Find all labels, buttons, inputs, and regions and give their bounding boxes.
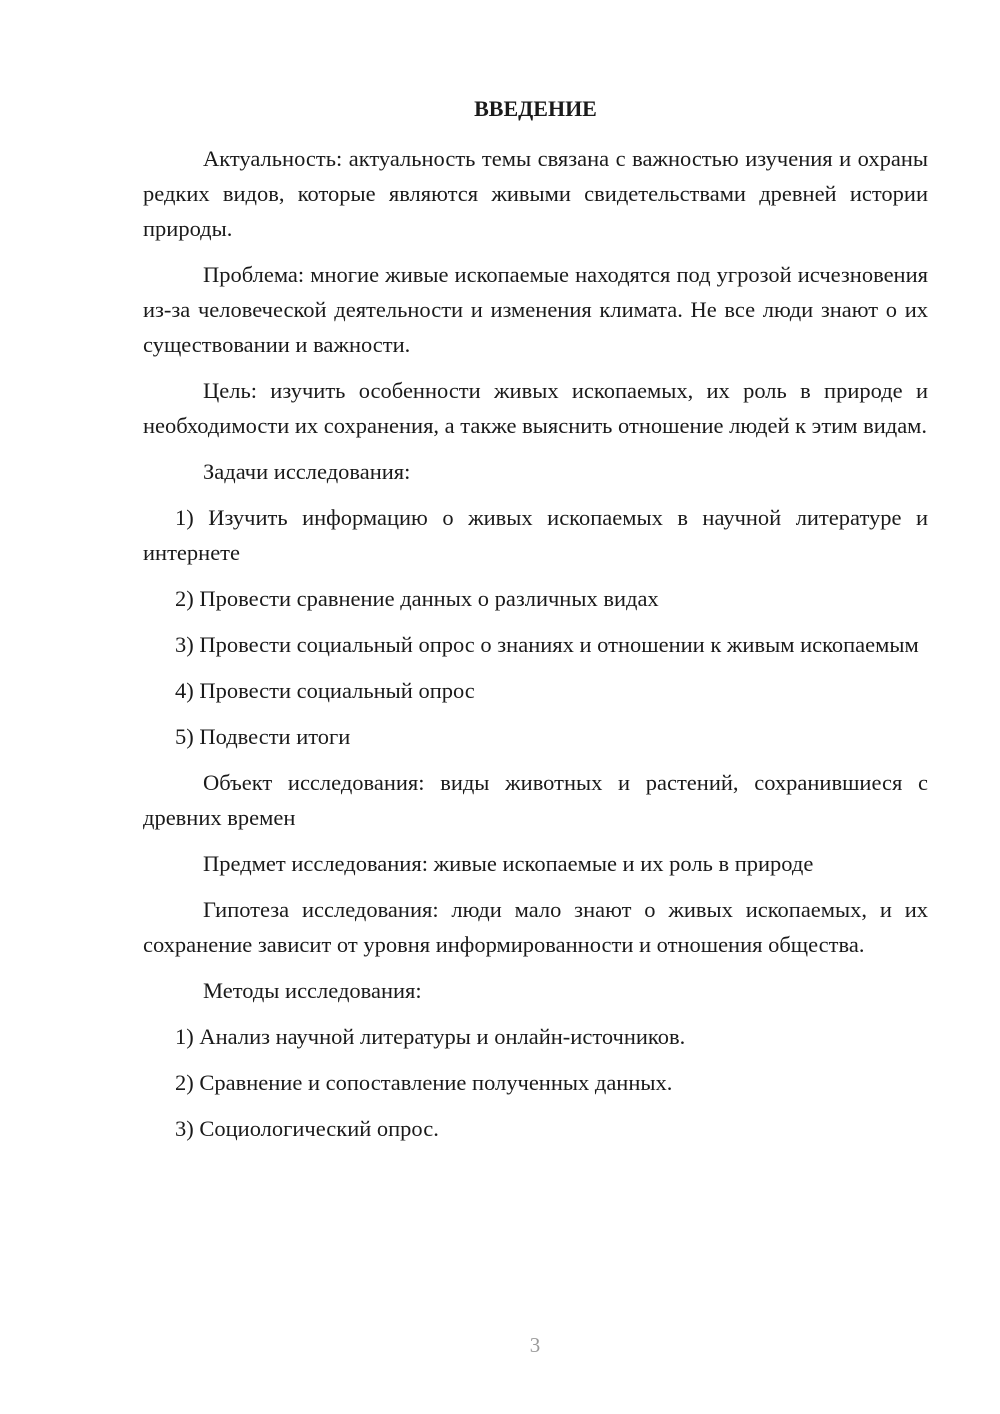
problem-paragraph: Проблема: многие живые ископаемые находятся под угрозой исчезновения из-за человеческой деятельности и изменения климата. Не все люди знают о их существовании и важности. <box>143 262 928 357</box>
page-title: ВВЕДЕНИЕ <box>474 96 597 121</box>
page-number: 3 <box>529 1333 541 1357</box>
hypothesis-paragraph: Гипотеза исследования: люди мало знают о живых ископаемых, и их сохранение зависит от уровня информированности и отношения общества. <box>143 897 928 957</box>
method-item-1: 1) Анализ научной литературы и онлайн-источников. <box>175 1024 686 1049</box>
task-item-4: 4) Провести социальный опрос <box>175 678 475 703</box>
page-content <box>143 88 928 1157</box>
method-item-2: 2) Сравнение и сопоставление полученных данных. <box>175 1070 673 1095</box>
relevance-paragraph: Актуальность: актуальность темы связана с важностью изучения и охраны редких видов, которые являются живыми свидетельствами древней истории природы. <box>143 146 928 241</box>
method-item-3: 3) Социологический опрос. <box>175 1116 439 1141</box>
methods-heading: Методы исследования: <box>203 978 422 1003</box>
task-item-2: 2) Провести сравнение данных о различных видах <box>175 586 659 611</box>
goal-paragraph: Цель: изучить особенности живых ископаемых, их роль в природе и необходимости их сохранения, а также выяснить отношение людей к этим видам. <box>143 378 928 438</box>
task-item-5: 5) Подвести итоги <box>175 724 351 749</box>
object-paragraph: Объект исследования: виды животных и растений, сохранившиеся с древних времен <box>143 770 928 830</box>
tasks-heading: Задачи исследования: <box>203 459 411 484</box>
subject-paragraph: Предмет исследования: живые ископаемые и их роль в природе <box>203 851 814 876</box>
task-item-1: 1) Изучить информацию о живых ископаемых в научной литературе и интернете <box>143 505 928 565</box>
task-item-3: 3) Провести социальный опрос о знаниях и отношении к живым ископаемым <box>175 632 919 657</box>
